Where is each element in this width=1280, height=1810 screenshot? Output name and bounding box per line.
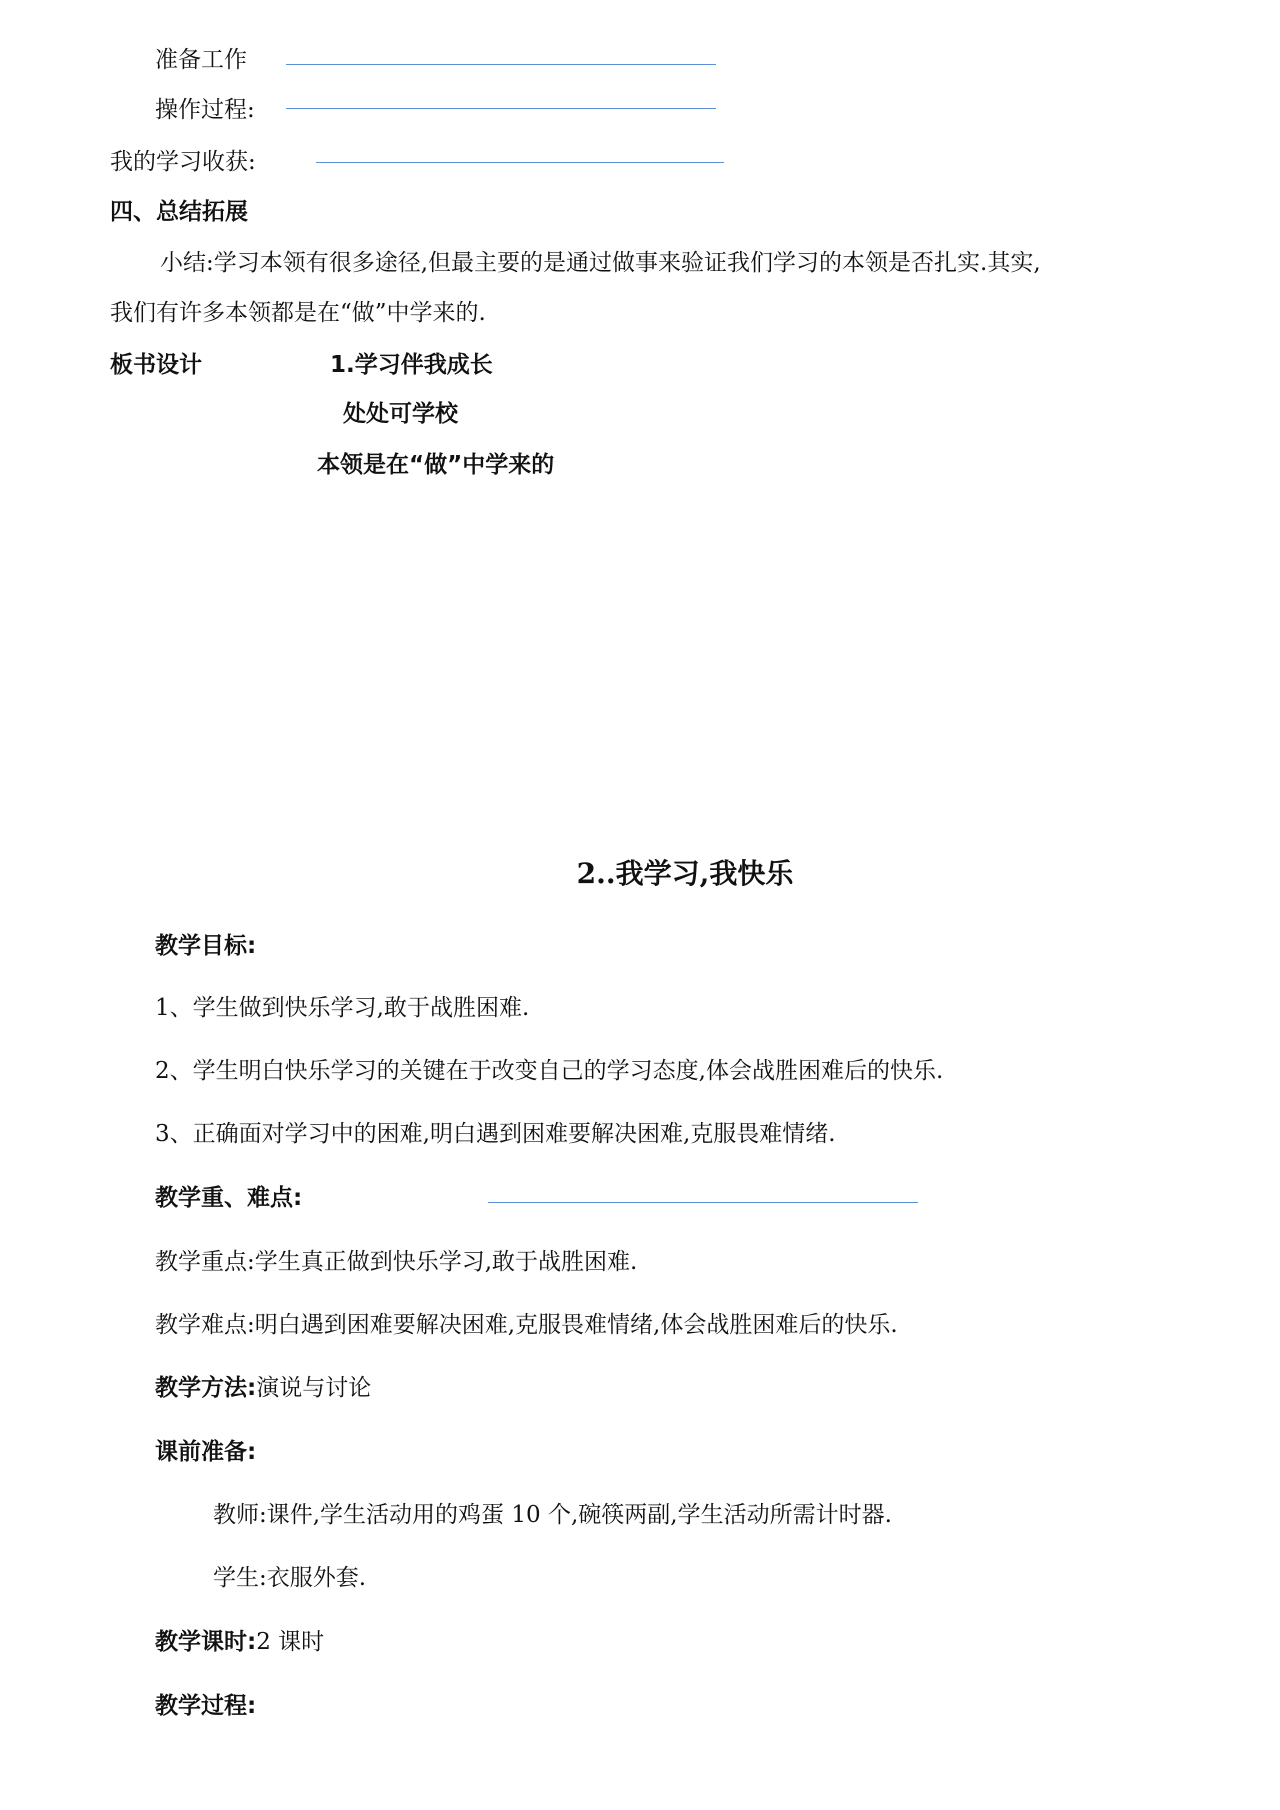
prep-work-label: 准备工作 [155,47,247,73]
summary-line-1: 小结:学习本领有很多途径,但最主要的是通过做事来验证我们学习的本领是否扎实.其实, [160,250,1041,276]
teaching-method-label: 教学方法: [155,1375,257,1401]
student-prep: 学生:衣服外套. [213,1565,367,1591]
learning-gain-label: 我的学习收获: [110,149,256,175]
blank-line [286,64,716,65]
blank-line [286,108,716,109]
key-point: 教学重点:学生真正做到快乐学习,敢于战胜困难. [155,1249,638,1275]
teaching-hours-value: 2 课时 [256,1629,325,1655]
pre-class-prep-heading: 课前准备: [155,1439,257,1465]
process-label: 操作过程: [155,97,255,123]
key-difficult-heading: 教学重、难点: [155,1185,303,1211]
teacher-prep: 教师:课件,学生活动用的鸡蛋 10 个,碗筷两副,学生活动所需计时器. [213,1502,892,1528]
goal-item: 3、正确面对学习中的困难,明白遇到困难要解决困难,克服畏难情绪. [155,1121,836,1147]
lesson-title: 2..我学习,我快乐 [576,857,794,890]
board-line-2: 处处可学校 [343,401,458,427]
goals-heading: 教学目标: [155,933,257,959]
teaching-method [155,1373,371,1403]
difficult-point: 教学难点:明白遇到困难要解决困难,克服畏难情绪,体会战胜困难后的快乐. [155,1312,898,1338]
teaching-hours-label: 教学课时: [155,1629,257,1655]
board-design-label: 板书设计 [110,352,202,378]
board-line-3: 本领是在“做”中学来的 [317,452,555,478]
teaching-process-heading: 教学过程: [155,1693,257,1719]
board-line-1: 1.学习伴我成长 [330,352,493,378]
teaching-hours [155,1627,324,1657]
teaching-method-value: 演说与讨论 [256,1375,372,1401]
section4-heading: 四、总结拓展 [110,199,248,225]
summary-line-2: 我们有许多本领都是在“做”中学来的. [110,300,486,326]
goal-item: 1、学生做到快乐学习,敢于战胜困难. [155,995,530,1021]
blank-line [488,1202,918,1203]
blank-line [316,162,724,163]
goal-item: 2、学生明白快乐学习的关键在于改变自己的学习态度,体会战胜困难后的快乐. [155,1058,944,1084]
